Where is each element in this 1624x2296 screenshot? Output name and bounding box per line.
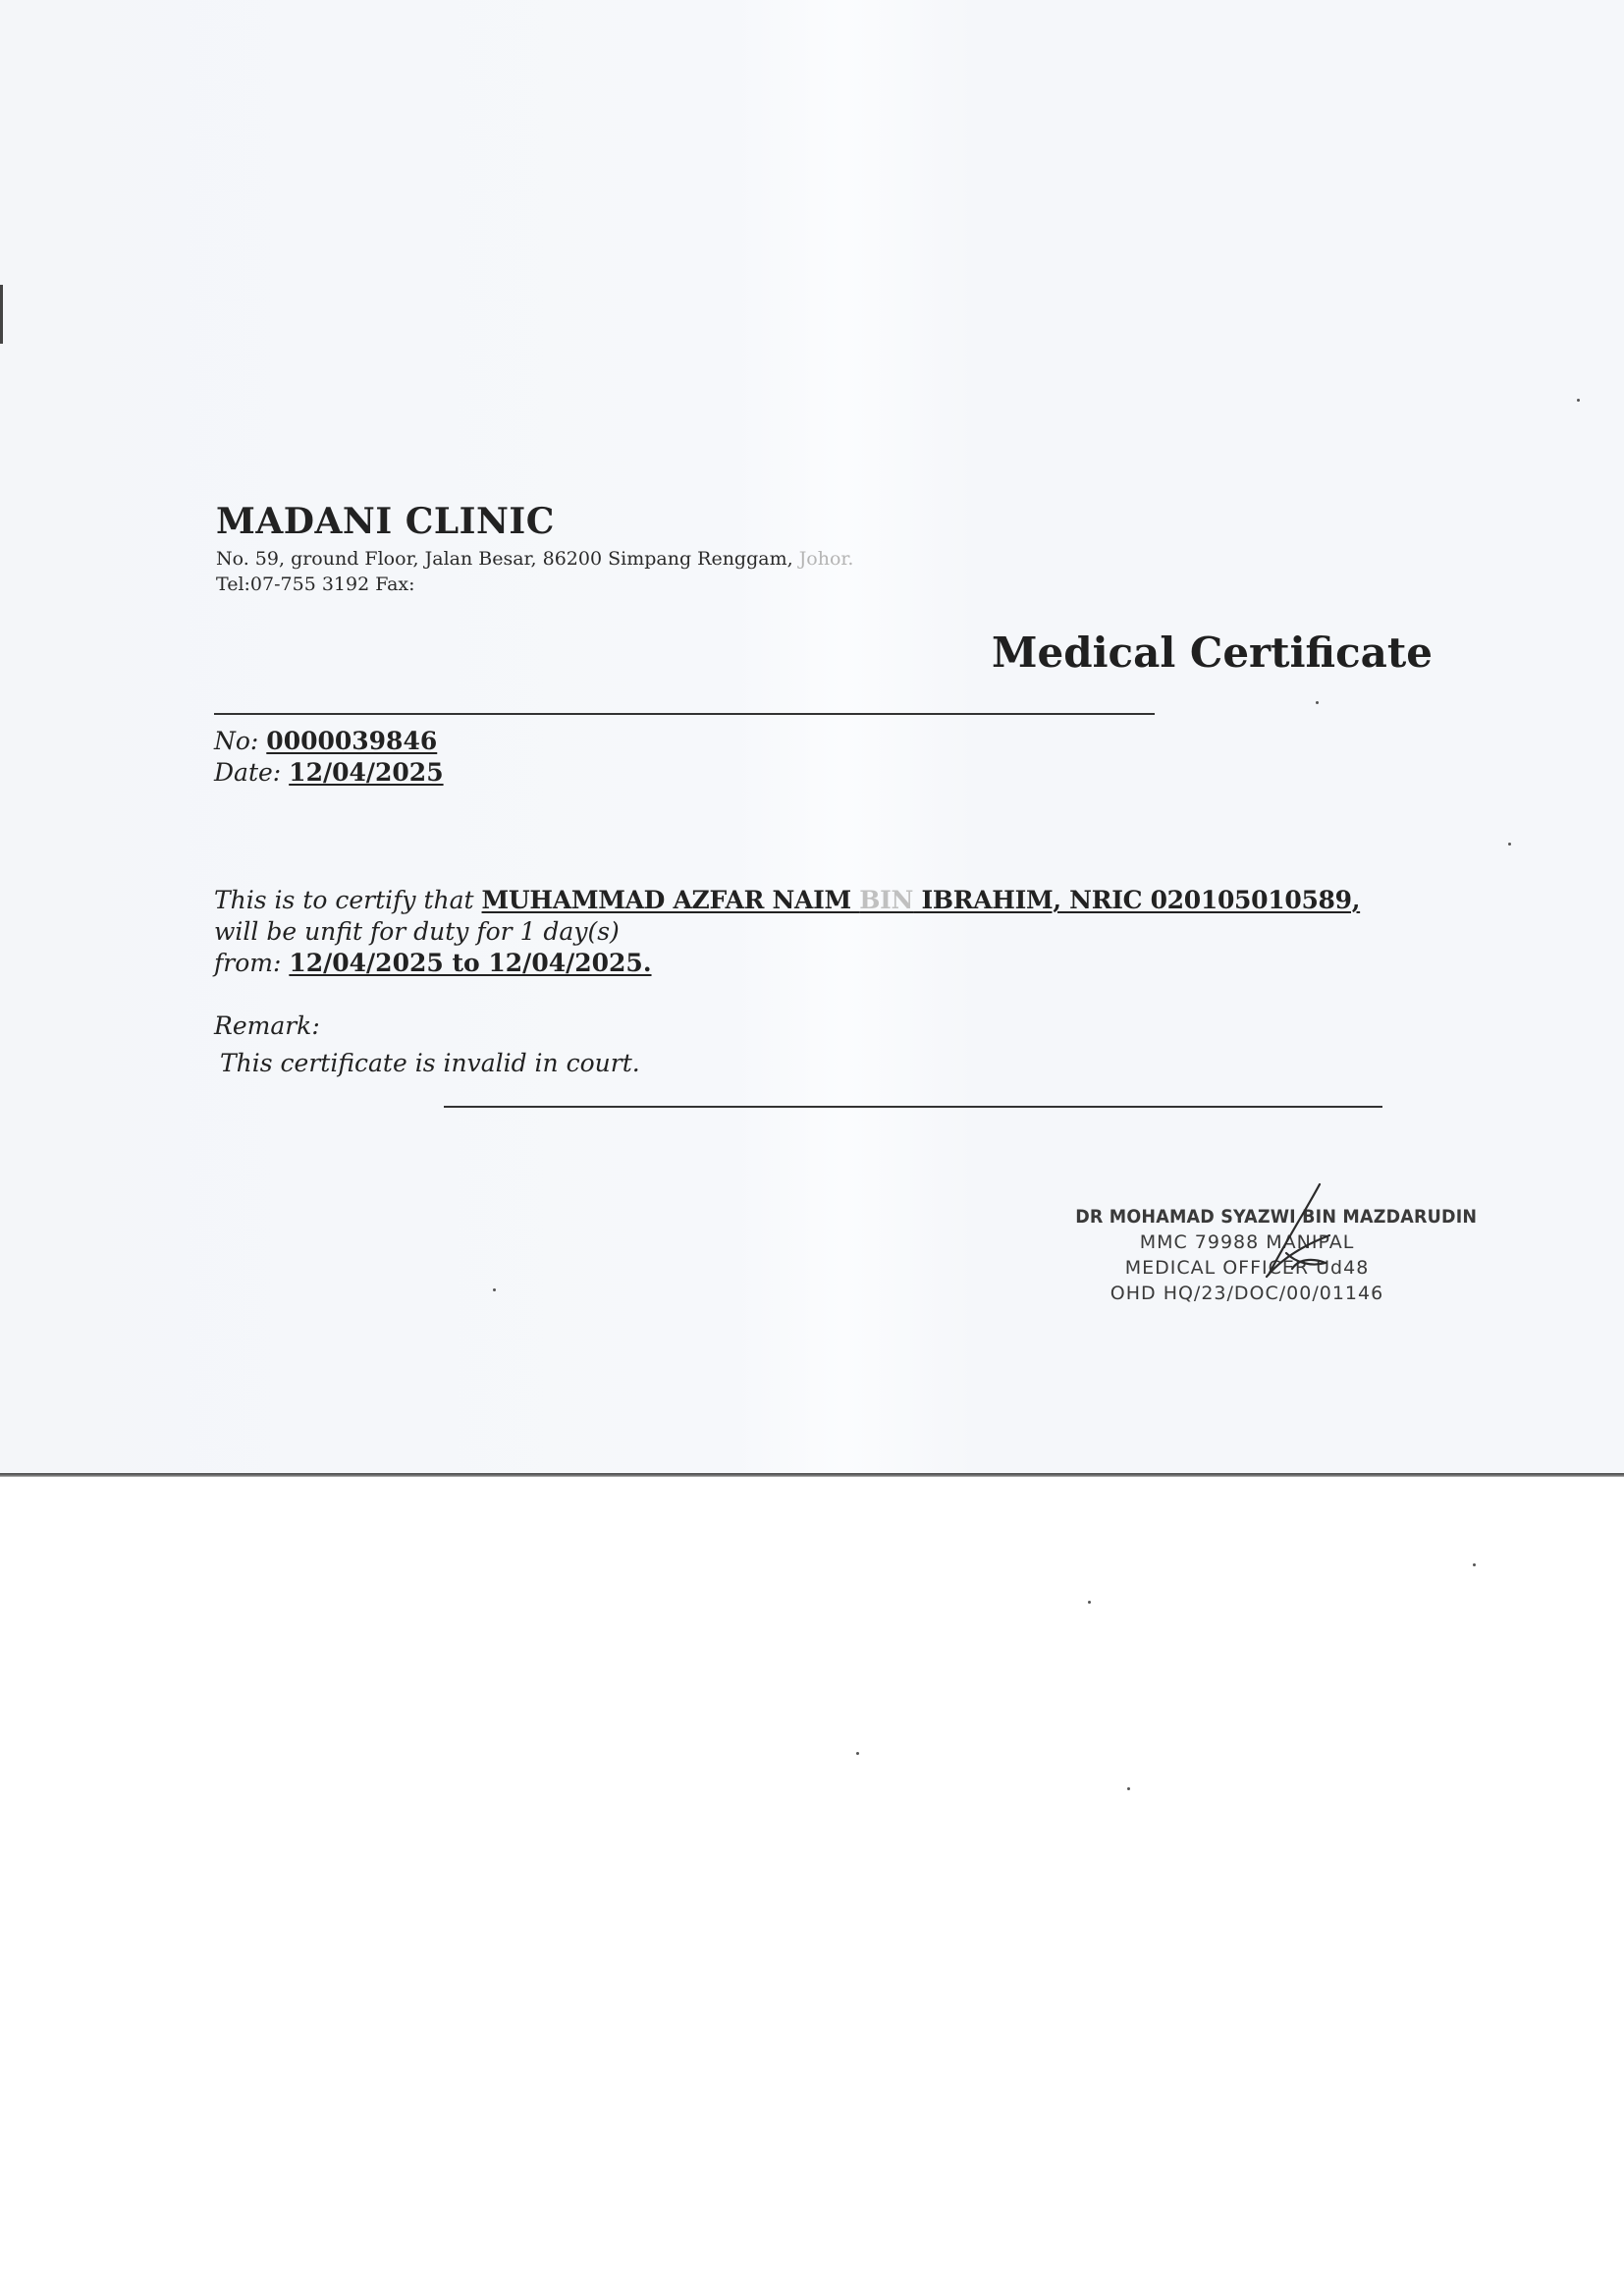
clinic-address-main: No. 59, ground Floor, Jalan Besar, 86200 Simpang Renggam,: [216, 548, 799, 570]
leave-period: [214, 949, 652, 977]
certify-statement: [214, 886, 1360, 914]
speck: [1473, 1563, 1476, 1566]
document-title: Medical Certificate: [992, 629, 1433, 677]
certify-intro: This is to certify that: [214, 886, 482, 914]
remark-text: This certificate is invalid in court.: [220, 1049, 640, 1077]
certificate-number: [214, 727, 437, 755]
certificate-number-value: 0000039846: [266, 727, 438, 755]
patient-details: [482, 886, 1361, 914]
speck: [856, 1752, 859, 1755]
doctor-mmc: MMC 79988 MANIPAL: [1139, 1231, 1355, 1253]
certificate-date-value: 12/04/2025: [289, 758, 444, 787]
speck: [1127, 1787, 1130, 1790]
header-divider: [214, 713, 1155, 715]
patient-name-part2: IBRAHIM, NRIC 020105010589,: [913, 886, 1361, 914]
certificate-date-label: Date:: [214, 758, 290, 787]
doctor-signature-icon: [1227, 1180, 1345, 1288]
doctor-position: MEDICAL OFFICER Ud48: [1124, 1257, 1370, 1279]
clinic-address-state: Johor.: [798, 548, 854, 570]
clinic-address: [216, 548, 853, 570]
clinic-name: MADANI CLINIC: [216, 501, 555, 542]
patient-name-bin: BIN: [859, 886, 914, 914]
remark-divider: [444, 1106, 1382, 1108]
clinic-tel: Tel:07-755 3192 Fax:: [216, 574, 415, 595]
paper-fold-edge: [0, 1473, 1624, 1477]
doctor-name: DR MOHAMAD SYAZWI BIN MAZDARUDIN: [1075, 1206, 1478, 1228]
leave-period-value: 12/04/2025 to 12/04/2025.: [289, 949, 652, 977]
remark-label: Remark:: [214, 1011, 320, 1040]
speck: [493, 1288, 496, 1291]
paper-edge-mark: [0, 285, 3, 344]
patient-name-part1: MUHAMMAD AZFAR NAIM: [481, 886, 860, 914]
certificate-number-label: No:: [214, 727, 267, 755]
speck: [1508, 843, 1511, 846]
doctor-reference: OHD HQ/23/DOC/00/01146: [1110, 1283, 1384, 1304]
speck: [1088, 1601, 1091, 1604]
speck: [1316, 701, 1319, 704]
speck: [1577, 399, 1580, 402]
unfit-duration: will be unfit for duty for 1 day(s): [214, 917, 620, 946]
leave-period-label: from:: [214, 949, 290, 977]
certificate-date: [214, 758, 444, 787]
